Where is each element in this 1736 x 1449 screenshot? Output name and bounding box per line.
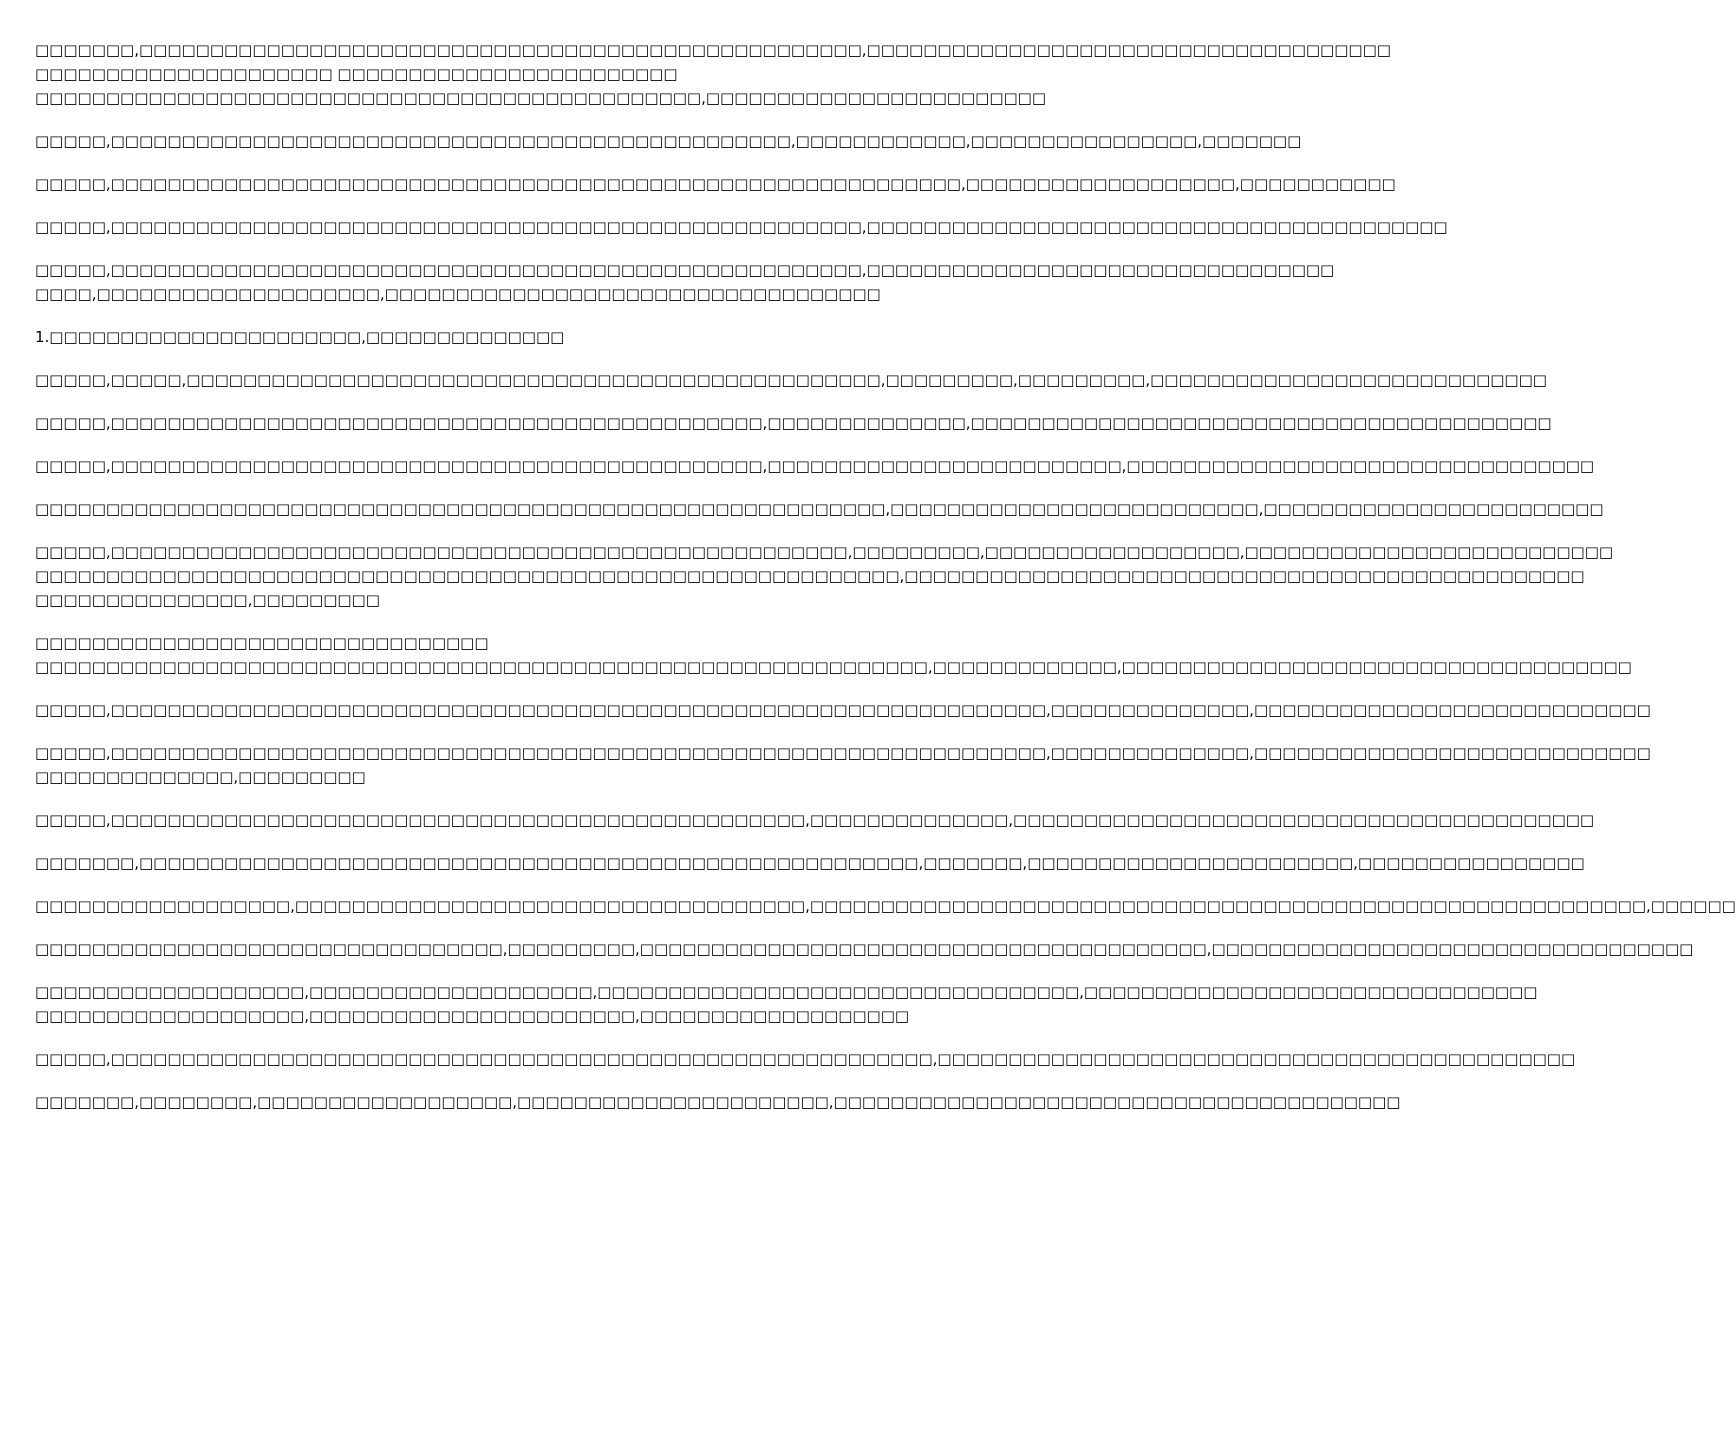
paragraph-19 — [35, 980, 1538, 1028]
paragraph-5 — [35, 258, 1335, 306]
heading-line: 1.□□□□□□□□□□□□□□□□□□□□□□,□□□□□□□□□□□□□□ — [35, 328, 565, 346]
paragraph-line: □□□□□□□□□□□□□□□,□□□□□□□□□ — [35, 591, 380, 609]
paragraph-line: □□□□□□□,□□□□□□□□,□□□□□□□□□□□□□□□□□□,□□□□□□□□□□□□□□□□□□□□□□,□□□□□□□□□□□□□□□□□□□□□□□□□□□□□□□□□□□□□□□□ — [35, 1093, 1401, 1111]
paragraph-line: □□□□□□□□□□□□□□□□□□□□□□□□□□□□□□□□□,□□□□□□□□□,□□□□□□□□□□□□□□□□□□□□□□□□□□□□□□□□□□□□□□□□,□□□□□□□□□□□□□□□□□□□□□□□□□□□□□□□□□□ — [35, 940, 1694, 958]
paragraph-line: □□□□□□□,□□□□□□□□□□□□□□□□□□□□□□□□□□□□□□□□□□□□□□□□□□□□□□□□□□□,□□□□□□□□□□□□□□□□□□□□□□□□□□□□□□□□□□□□□ — [35, 41, 1391, 59]
paragraph-line: □□□□□,□□□□□□□□□□□□□□□□□□□□□□□□□□□□□□□□□□□□□□□□□□□□□□□□□□□□,□□□□□□□□□,□□□□□□□□□□□□□□□□□□,□□□□□□□□□□□□□□□□□□□□□□□□□□ — [35, 543, 1614, 561]
paragraph-10 — [35, 497, 1604, 521]
paragraph-line: □□□□□,□□□□□□□□□□□□□□□□□□□□□□□□□□□□□□□□□□□□□□□□□□□□□□□□□□□□□,□□□□□□□□□□□□□□□□□□□□□□□□□□□□□□□□□□□□□□□□□ — [35, 218, 1448, 236]
paragraph-18 — [35, 937, 1694, 961]
paragraph-line: □□□□□□□□□□□□□□□□□□□□□ □□□□□□□□□□□□□□□□□□□□□□□□ — [35, 65, 678, 83]
paragraph-14 — [35, 741, 1651, 789]
paragraph-line: □□□□□□□□□□□□□□□□□□□□□□□□□□□□□□□□□□□□□□□□□□□□□□□□□□□□□□□□□□□□,□□□□□□□□□□□□□□□□□□□□□□□□□□,□□□□□□□□□□□□□□□□□□□□□□□□ — [35, 500, 1604, 518]
paragraph-line: □□□□□,□□□□□□□□□□□□□□□□□□□□□□□□□□□□□□□□□□□□□□□□□□□□□□□□□□□□□□□□□□□□□□□□□□,□□□□□□□□□□□□□□,□□□□□□□□□□□□□□□□□□□□□□□□□□□□ — [35, 744, 1651, 762]
paragraph-17 — [35, 894, 1736, 918]
paragraph-line: □□□□□□□□□□□□□□□□□□□,□□□□□□□□□□□□□□□□□□□□,□□□□□□□□□□□□□□□□□□□□□□□□□□□□□□□□□□,□□□□□□□□□□□□□□□□□□□□□□□□□□□□□□□□ — [35, 983, 1538, 1001]
paragraph-line: □□□□□□□□□□□□□□,□□□□□□□□□ — [35, 768, 366, 786]
paragraph-line: □□□□□,□□□□□,□□□□□□□□□□□□□□□□□□□□□□□□□□□□□□□□□□□□□□□□□□□□□□□□□,□□□□□□□□□,□□□□□□□□□,□□□□□□□□□□□□□□□□□□□□□□□□□□□□ — [35, 371, 1547, 389]
paragraph-21 — [35, 1090, 1401, 1114]
paragraph-line: □□□□□□□□□□□□□□□□□□□□□□□□□□□□□□□□□□□□□□□□□□□□□□□□□□□□□□□□□□□□□□□,□□□□□□□□□□□□□,□□□□□□□□□□□□□□□□□□□□□□□□□□□□□□□□□□□□ — [35, 658, 1632, 676]
paragraph-16 — [35, 851, 1585, 875]
paragraph-line: □□□□□,□□□□□□□□□□□□□□□□□□□□□□□□□□□□□□□□□□□□□□□□□□□□□□,□□□□□□□□□□□□□□□□□□□□□□□□□,□□□□□□□□□□□□□□□□□□□□□□□□□□□□□□□□□ — [35, 457, 1595, 475]
paragraph-line: □□□□□□□□□□□□□□□□□□□□□□□□□□□□□□□□ — [35, 634, 489, 652]
paragraph-line: □□□□□,□□□□□□□□□□□□□□□□□□□□□□□□□□□□□□□□□□□□□□□□□□□□□□□□□□□□□□□□□□□□,□□□□□□□□□□□□□□□□□□□,□□□□□□□□□□□ — [35, 175, 1396, 193]
paragraph-20 — [35, 1047, 1576, 1071]
paragraph-3 — [35, 172, 1396, 196]
paragraph-line: □□□□□,□□□□□□□□□□□□□□□□□□□□□□□□□□□□□□□□□□□□□□□□□□□□□□,□□□□□□□□□□□□□□,□□□□□□□□□□□□□□□□□□□□□□□□□□□□□□□□□□□□□□□□□ — [35, 414, 1552, 432]
paragraph-line: □□□□,□□□□□□□□□□□□□□□□□□□□,□□□□□□□□□□□□□□□□□□□□□□□□□□□□□□□□□□□ — [35, 285, 881, 303]
paragraph-8 — [35, 411, 1552, 435]
paragraph-line: □□□□□□□□□□□□□□□□□□□□□□□□□□□□□□□□□□□□□□□□□□□□□□□,□□□□□□□□□□□□□□□□□□□□□□□□ — [35, 89, 1047, 107]
document-page — [35, 38, 1736, 1133]
paragraph-line: □□□□□□□□□□□□□□□□□□□□□□□□□□□□□□□□□□□□□□□□□□□□□□□□□□□□□□□□□□□□□,□□□□□□□□□□□□□□□□□□□□□□□□□□□□□□□□□□□□□□□□□□□□□□□□ — [35, 567, 1585, 585]
paragraph-line: □□□□□□□□□□□□□□□□□□□,□□□□□□□□□□□□□□□□□□□□□□□,□□□□□□□□□□□□□□□□□□□ — [35, 1007, 910, 1025]
paragraph-line: □□□□□□□,□□□□□□□□□□□□□□□□□□□□□□□□□□□□□□□□□□□□□□□□□□□□□□□□□□□□□□□,□□□□□□□,□□□□□□□□□□□□□□□□□□□□□□□,□□□□□□□□□□□□□□□□ — [35, 854, 1585, 872]
paragraph-9 — [35, 454, 1595, 478]
paragraph-line: □□□□□□□□□□□□□□□□□□,□□□□□□□□□□□□□□□□□□□□□□□□□□□□□□□□□□□□,□□□□□□□□□□□□□□□□□□□□□□□□□□□□□□□□□□□□□□□□□□□□□□□□□□□□□□□□□□□,□□□□□□ — [35, 897, 1736, 915]
section-heading — [35, 325, 990, 349]
paragraph-4 — [35, 215, 1448, 239]
paragraph-line: □□□□□,□□□□□□□□□□□□□□□□□□□□□□□□□□□□□□□□□□□□□□□□□□□□□□□□□□□□□□□□□□□□□□□□□□,□□□□□□□□□□□□□□,□□□□□□□□□□□□□□□□□□□□□□□□□□□□ — [35, 701, 1651, 719]
paragraph-15 — [35, 808, 1595, 832]
paragraph-7 — [35, 368, 1547, 392]
paragraph-line: □□□□□,□□□□□□□□□□□□□□□□□□□□□□□□□□□□□□□□□□□□□□□□□□□□□□□□□,□□□□□□□□□□□□□□,□□□□□□□□□□□□□□□□□□□□□□□□□□□□□□□□□□□□□□□□□ — [35, 811, 1595, 829]
paragraph-12 — [35, 631, 1632, 679]
paragraph-line: □□□□□,□□□□□□□□□□□□□□□□□□□□□□□□□□□□□□□□□□□□□□□□□□□□□□□□□□□□□,□□□□□□□□□□□□□□□□□□□□□□□□□□□□□□□□□ — [35, 261, 1335, 279]
paragraph-13 — [35, 698, 1651, 722]
paragraph-2 — [35, 129, 1302, 153]
paragraph-line: □□□□□,□□□□□□□□□□□□□□□□□□□□□□□□□□□□□□□□□□□□□□□□□□□□□□□□,□□□□□□□□□□□□,□□□□□□□□□□□□□□□□,□□□□□□□ — [35, 132, 1302, 150]
paragraph-1 — [35, 38, 1391, 110]
paragraph-11 — [35, 540, 1614, 612]
paragraph-line: □□□□□,□□□□□□□□□□□□□□□□□□□□□□□□□□□□□□□□□□□□□□□□□□□□□□□□□□□□□□□□□□,□□□□□□□□□□□□□□□□□□□□□□□□□□□□□□□□□□□□□□□□□□□□□ — [35, 1050, 1576, 1068]
